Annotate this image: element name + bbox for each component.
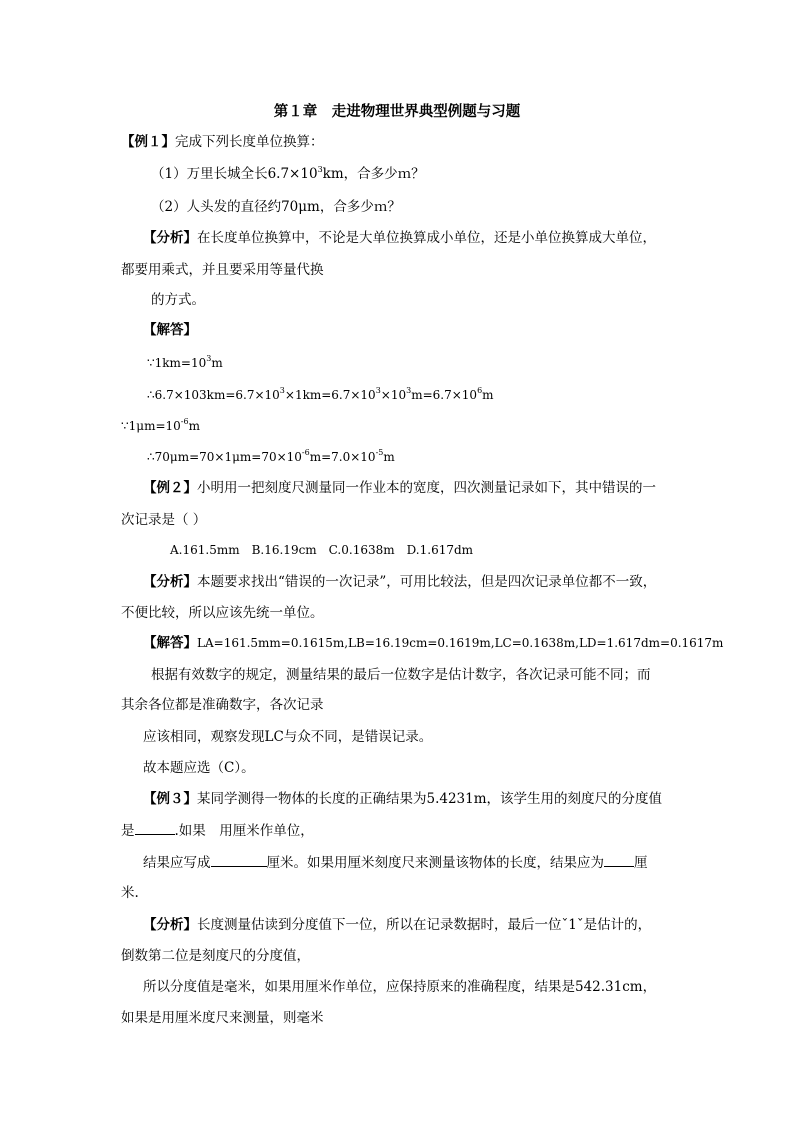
answer-blank-1[interactable] (135, 822, 175, 835)
example-2-analysis-line-1: 【分析】本题要求找出“错误的一次记录”，可用比较法，但是四次记录单位都不一致， (143, 574, 657, 590)
example-1-step-3: $\because 1\mu m=10^{-6}m$ (121, 417, 200, 433)
example-3-prompt-line-2: 是 .如果 用厘米作单位， (121, 823, 314, 839)
example-1-prompt: 完成下列长度单位换算： (175, 134, 324, 150)
page-title: 第１章 走进物理世界典型例题与习题 (273, 103, 521, 120)
example-2-analysis-line-2: 不便比较，所以应该先统一单位。 (121, 605, 324, 621)
example-1-step-4: $\therefore 70\mu m=70\times 1\mu m=70\times 10^{-6}m=7.0\times 10^{-5}m$ (147, 448, 395, 464)
example-2-tag: 【例２】 (143, 480, 197, 496)
example-1-step-2: $\therefore 6.7\times 103km=6.7\times 10^3\times 1km=6.7\times 10^3\times 10^3m=6.7\times 10^6m$ (147, 386, 494, 402)
example-3-analysis-line-4: 如果是用厘米度尺来测量，则毫米 (121, 1010, 324, 1026)
example-3-prompt-line-3: 结果应写成 厘米。如果用厘米刻度尺来测量该物体的长度，结果应为 厘 (143, 855, 648, 871)
example-2-answer-line-3: 其余各位都是准确数字，各次记录 (121, 697, 324, 713)
answer-blank-2[interactable] (211, 854, 267, 867)
example-3-analysis-line-1: 【分析】长度测量估读到分度值下一位，所以在记录数据时，最后一位ˇ1ˇ是估计的， (143, 917, 652, 933)
example-1-answer-tag: 【解答】 (143, 322, 197, 338)
example-3-heading: 【例３】某同学测得一物体的长度的正确结果为5.4231m，该学生用的刻度尺的分度值 (143, 791, 663, 807)
example-1-step-1: $\because 1km=10^3m$ (147, 354, 223, 370)
example-1-analysis-line-3: 的方式。 (151, 292, 205, 308)
example-3-tag: 【例３】 (143, 791, 197, 807)
example-2-heading: 【例２】小明用一把刻度尺测量同一作业本的宽度，四次测量记录如下，其中错误的一 (143, 480, 656, 496)
example-3-prompt-line-4: 米. (121, 885, 139, 901)
example-2-answer-line-2: 根据有效数字的规定，测量结果的最后一位数字是估计数字，各次记录可能不同；而 (151, 667, 651, 683)
example-1-heading (121, 133, 324, 151)
example-3-analysis-line-2: 倒数第二位是刻度尺的分度值， (121, 948, 310, 964)
answer-blank-3[interactable] (604, 854, 634, 867)
example-2-answer-line-4: 应该相同，观察发现LC与众不同，是错误记录。 (143, 729, 433, 745)
analysis-tag: 【分析】 (143, 230, 197, 246)
example-2-prompt-line-2: 次记录是（ ） (121, 512, 207, 528)
example-1-question-2: （2）人头发的直径约70μm，合多少ｍ？ (151, 199, 401, 215)
example-1-analysis-line-2: 都要用乘式，并且要采用等量代换 (121, 262, 324, 278)
example-2-answer-line-5: 故本题应选（C）。 (143, 760, 255, 776)
example-2-options: A.161.5mm B.16.19cm C.0.1638m D.1.617dm (170, 543, 474, 557)
example-1-tag: 【例１】 (121, 134, 175, 150)
example-2-answer-line-1: 【解答】LA=161.5mm=0.1615m,LB=16.19cm=0.1619m,LC=0.1638m,LD=1.617dm=0.1617m (143, 635, 724, 651)
example-1-analysis-line-1: 【分析】在长度单位换算中，不论是大单位换算成小单位，还是小单位换算成大单位， (143, 230, 656, 246)
example-1-question-1: （1）万里长城全长$6.7\times 10^3km$，合多少ｍ？ (151, 165, 425, 182)
example-3-analysis-line-3: 所以分度值是毫米，如果用厘米作单位，应保持原来的准确程度，结果是542.31cm， (143, 979, 657, 995)
